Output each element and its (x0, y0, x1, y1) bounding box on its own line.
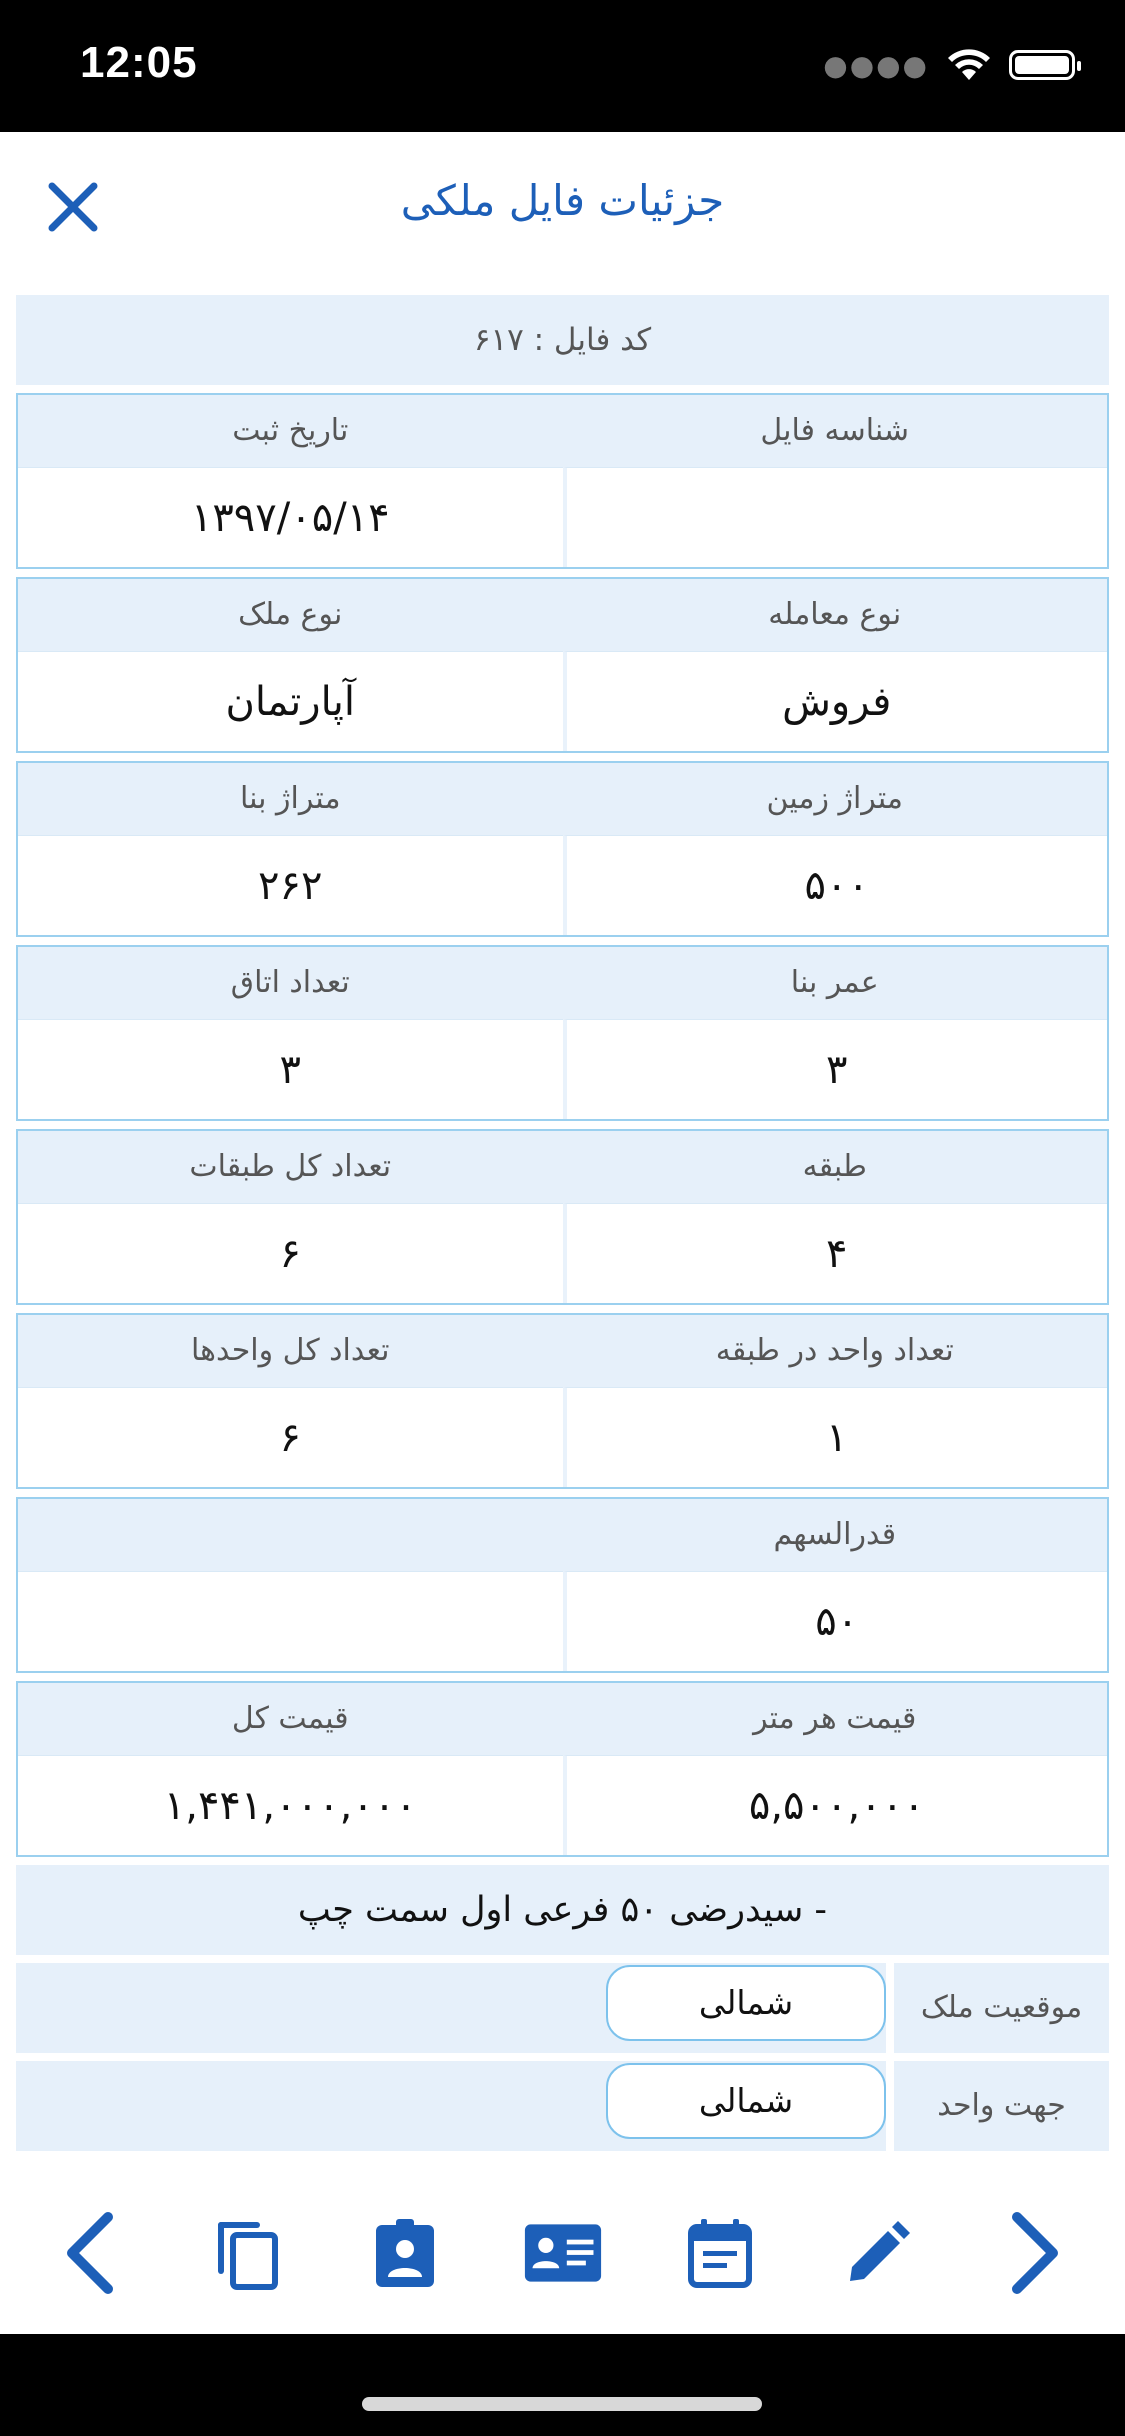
value-file-id (563, 467, 1108, 567)
contact-card-icon (523, 2221, 603, 2285)
value-total-units: ۶ (18, 1387, 563, 1487)
value-empty (18, 1571, 563, 1671)
detail-row-deal-type (16, 577, 1109, 753)
status-bar (0, 0, 1125, 132)
label-deal-type: نوع معامله (563, 579, 1108, 651)
home-indicator[interactable] (362, 2397, 762, 2411)
option-row-location (16, 1963, 1109, 2053)
chevron-left-icon (60, 2211, 120, 2295)
battery-icon (1009, 50, 1075, 80)
label-building-area: متراژ بنا (18, 763, 563, 835)
value-total-price: ۱,۴۴۱,۰۰۰,۰۰۰ (18, 1755, 563, 1855)
option-row-direction (16, 2061, 1109, 2151)
label-file-id: شناسه فایل (563, 395, 1108, 467)
value-price-per-meter: ۵,۵۰۰,۰۰۰ (563, 1755, 1108, 1855)
detail-row-floor (16, 1129, 1109, 1305)
content-scroll[interactable] (16, 295, 1109, 2167)
address: - سیدرضی ۵۰ فرعی اول سمت چپ (16, 1865, 1109, 1955)
file-code: کد فایل : ۶۱۷ (16, 295, 1109, 385)
label-total-units: تعداد کل واحدها (18, 1315, 563, 1387)
calendar-button[interactable] (680, 2213, 760, 2293)
status-time: 12:05 (80, 38, 198, 87)
label-empty (18, 1499, 563, 1571)
edit-button[interactable] (838, 2213, 918, 2293)
value-register-date: ۱۳۹۷/۰۵/۱۴ (18, 467, 563, 567)
contact-badge-icon (374, 2217, 436, 2289)
value-property-type: آپارتمان (18, 651, 563, 751)
label-floor: طبقه (563, 1131, 1108, 1203)
previous-button[interactable] (50, 2213, 130, 2293)
signal-icon: ●●●● (823, 48, 929, 82)
value-land-area: ۵۰۰ (563, 835, 1108, 935)
label-price-per-meter: قیمت هر متر (563, 1683, 1108, 1755)
calendar-icon (687, 2217, 753, 2289)
value-units-per-floor: ۱ (563, 1387, 1108, 1487)
label-register-date: تاریخ ثبت (18, 395, 563, 467)
detail-row-share (16, 1497, 1109, 1673)
option-chip-location[interactable]: شمالی (606, 1965, 886, 2041)
value-floor: ۴ (563, 1203, 1108, 1303)
next-button[interactable] (995, 2213, 1075, 2293)
option-area-direction (16, 2061, 886, 2151)
status-icons (823, 48, 1075, 82)
copy-button[interactable] (208, 2213, 288, 2293)
option-label-location: موقعیت ملک (894, 1963, 1109, 2053)
label-total-price: قیمت کل (18, 1683, 563, 1755)
value-room-count: ۳ (18, 1019, 563, 1119)
label-building-age: عمر بنا (563, 947, 1108, 1019)
value-share: ۵۰ (563, 1571, 1108, 1671)
detail-row-price (16, 1681, 1109, 1857)
option-area-location (16, 1963, 886, 2053)
header (0, 132, 1125, 282)
label-share: قدرالسهم (563, 1499, 1108, 1571)
home-area (0, 2334, 1125, 2436)
label-total-floors: تعداد کل طبقات (18, 1131, 563, 1203)
option-chip-direction[interactable]: شمالی (606, 2063, 886, 2139)
value-total-floors: ۶ (18, 1203, 563, 1303)
copy-icon (213, 2215, 283, 2291)
value-building-age: ۳ (563, 1019, 1108, 1119)
label-land-area: متراژ زمین (563, 763, 1108, 835)
bottom-toolbar (0, 2172, 1125, 2334)
value-building-area: ۲۶۲ (18, 835, 563, 935)
label-units-per-floor: تعداد واحد در طبقه (563, 1315, 1108, 1387)
contact-badge-button[interactable] (365, 2213, 445, 2293)
label-room-count: تعداد اتاق (18, 947, 563, 1019)
detail-row-units (16, 1313, 1109, 1489)
detail-row-file-id (16, 393, 1109, 569)
pencil-icon (844, 2219, 912, 2287)
page-title: جزئیات فایل ملکی (400, 176, 725, 225)
wifi-icon (947, 48, 991, 82)
detail-row-area (16, 761, 1109, 937)
chevron-right-icon (1005, 2211, 1065, 2295)
contact-card-button[interactable] (523, 2213, 603, 2293)
label-property-type: نوع ملک (18, 579, 563, 651)
value-deal-type: فروش (563, 651, 1108, 751)
detail-row-age (16, 945, 1109, 1121)
option-label-direction: جهت واحد (894, 2061, 1109, 2151)
